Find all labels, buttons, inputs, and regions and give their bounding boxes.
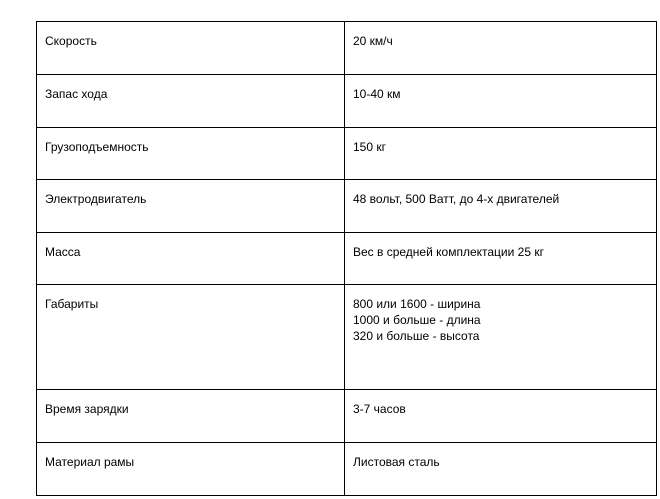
spec-label-speed: Скорость <box>37 22 345 75</box>
table-row <box>37 128 657 180</box>
table-row <box>37 390 657 443</box>
spec-value-dimensions <box>345 285 657 390</box>
spec-label-dimensions: Габариты <box>37 285 345 390</box>
spec-label-frame-material: Материал рамы <box>37 443 345 496</box>
spec-value-charge-time <box>345 390 657 443</box>
table-row <box>37 22 657 75</box>
spec-label-mass: Масса <box>37 233 345 285</box>
spec-value-line: 320 и больше - высота <box>353 329 480 343</box>
spec-value-line: 48 вольт, 500 Ватт, до 4-х двигателей <box>353 192 560 206</box>
spec-value-line: 10-40 км <box>353 87 401 101</box>
spec-label-motor: Электродвигатель <box>37 180 345 233</box>
spec-value-range <box>345 75 657 128</box>
spec-value-payload <box>345 128 657 180</box>
spec-label-charge-time: Время зарядки <box>37 390 345 443</box>
table-row <box>37 180 657 233</box>
spec-label-range: Запас хода <box>37 75 345 128</box>
spec-value-motor <box>345 180 657 233</box>
spec-value-line: 20 км/ч <box>353 34 393 48</box>
table-row <box>37 443 657 496</box>
spec-value-mass <box>345 233 657 285</box>
table-row <box>37 75 657 128</box>
specs-table <box>36 21 657 496</box>
spec-value-line: 1000 и больше - длина <box>353 313 481 327</box>
spec-value-line: 150 кг <box>353 140 386 154</box>
spec-value-line: 800 или 1600 - ширина <box>353 297 481 311</box>
spec-value-line: 3-7 часов <box>353 402 406 416</box>
spec-label-payload: Грузоподъемность <box>37 128 345 180</box>
spec-value-speed <box>345 22 657 75</box>
spec-value-line: Листовая сталь <box>353 455 440 469</box>
spec-value-frame-material <box>345 443 657 496</box>
table-row <box>37 285 657 390</box>
table-row <box>37 233 657 285</box>
spec-value-line: Вес в средней комплектации 25 кг <box>353 245 544 259</box>
